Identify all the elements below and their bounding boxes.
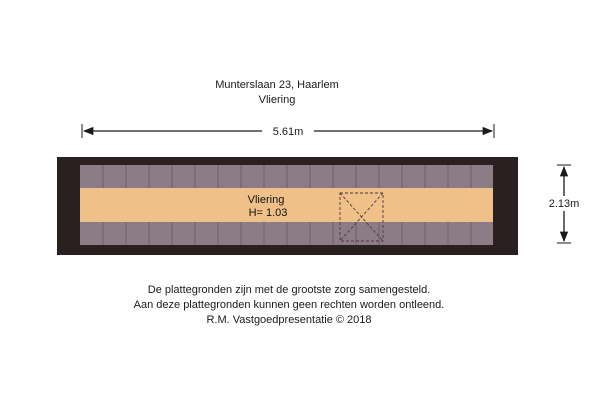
address-title: Munterslaan 23, Haarlem — [215, 79, 339, 91]
room-height: H= 1.03 — [248, 207, 288, 219]
floor-title: Vliering — [258, 94, 296, 106]
width-label: 5.61m — [272, 126, 304, 138]
copyright: R.M. Vastgoedpresentatie © 2018 — [206, 314, 372, 326]
disclaimer — [0, 283, 578, 328]
disclaimer-line-1: De plattegronden zijn met de grootste zorg samengesteld. — [147, 284, 431, 296]
depth-dimension — [540, 165, 588, 243]
room-name: Vliering — [247, 194, 285, 206]
disclaimer-line-2: Aan deze plattegronden kunnen geen rechten worden ontleend. — [133, 299, 445, 311]
depth-label: 2.13m — [548, 198, 580, 210]
width-dimension — [82, 123, 494, 139]
